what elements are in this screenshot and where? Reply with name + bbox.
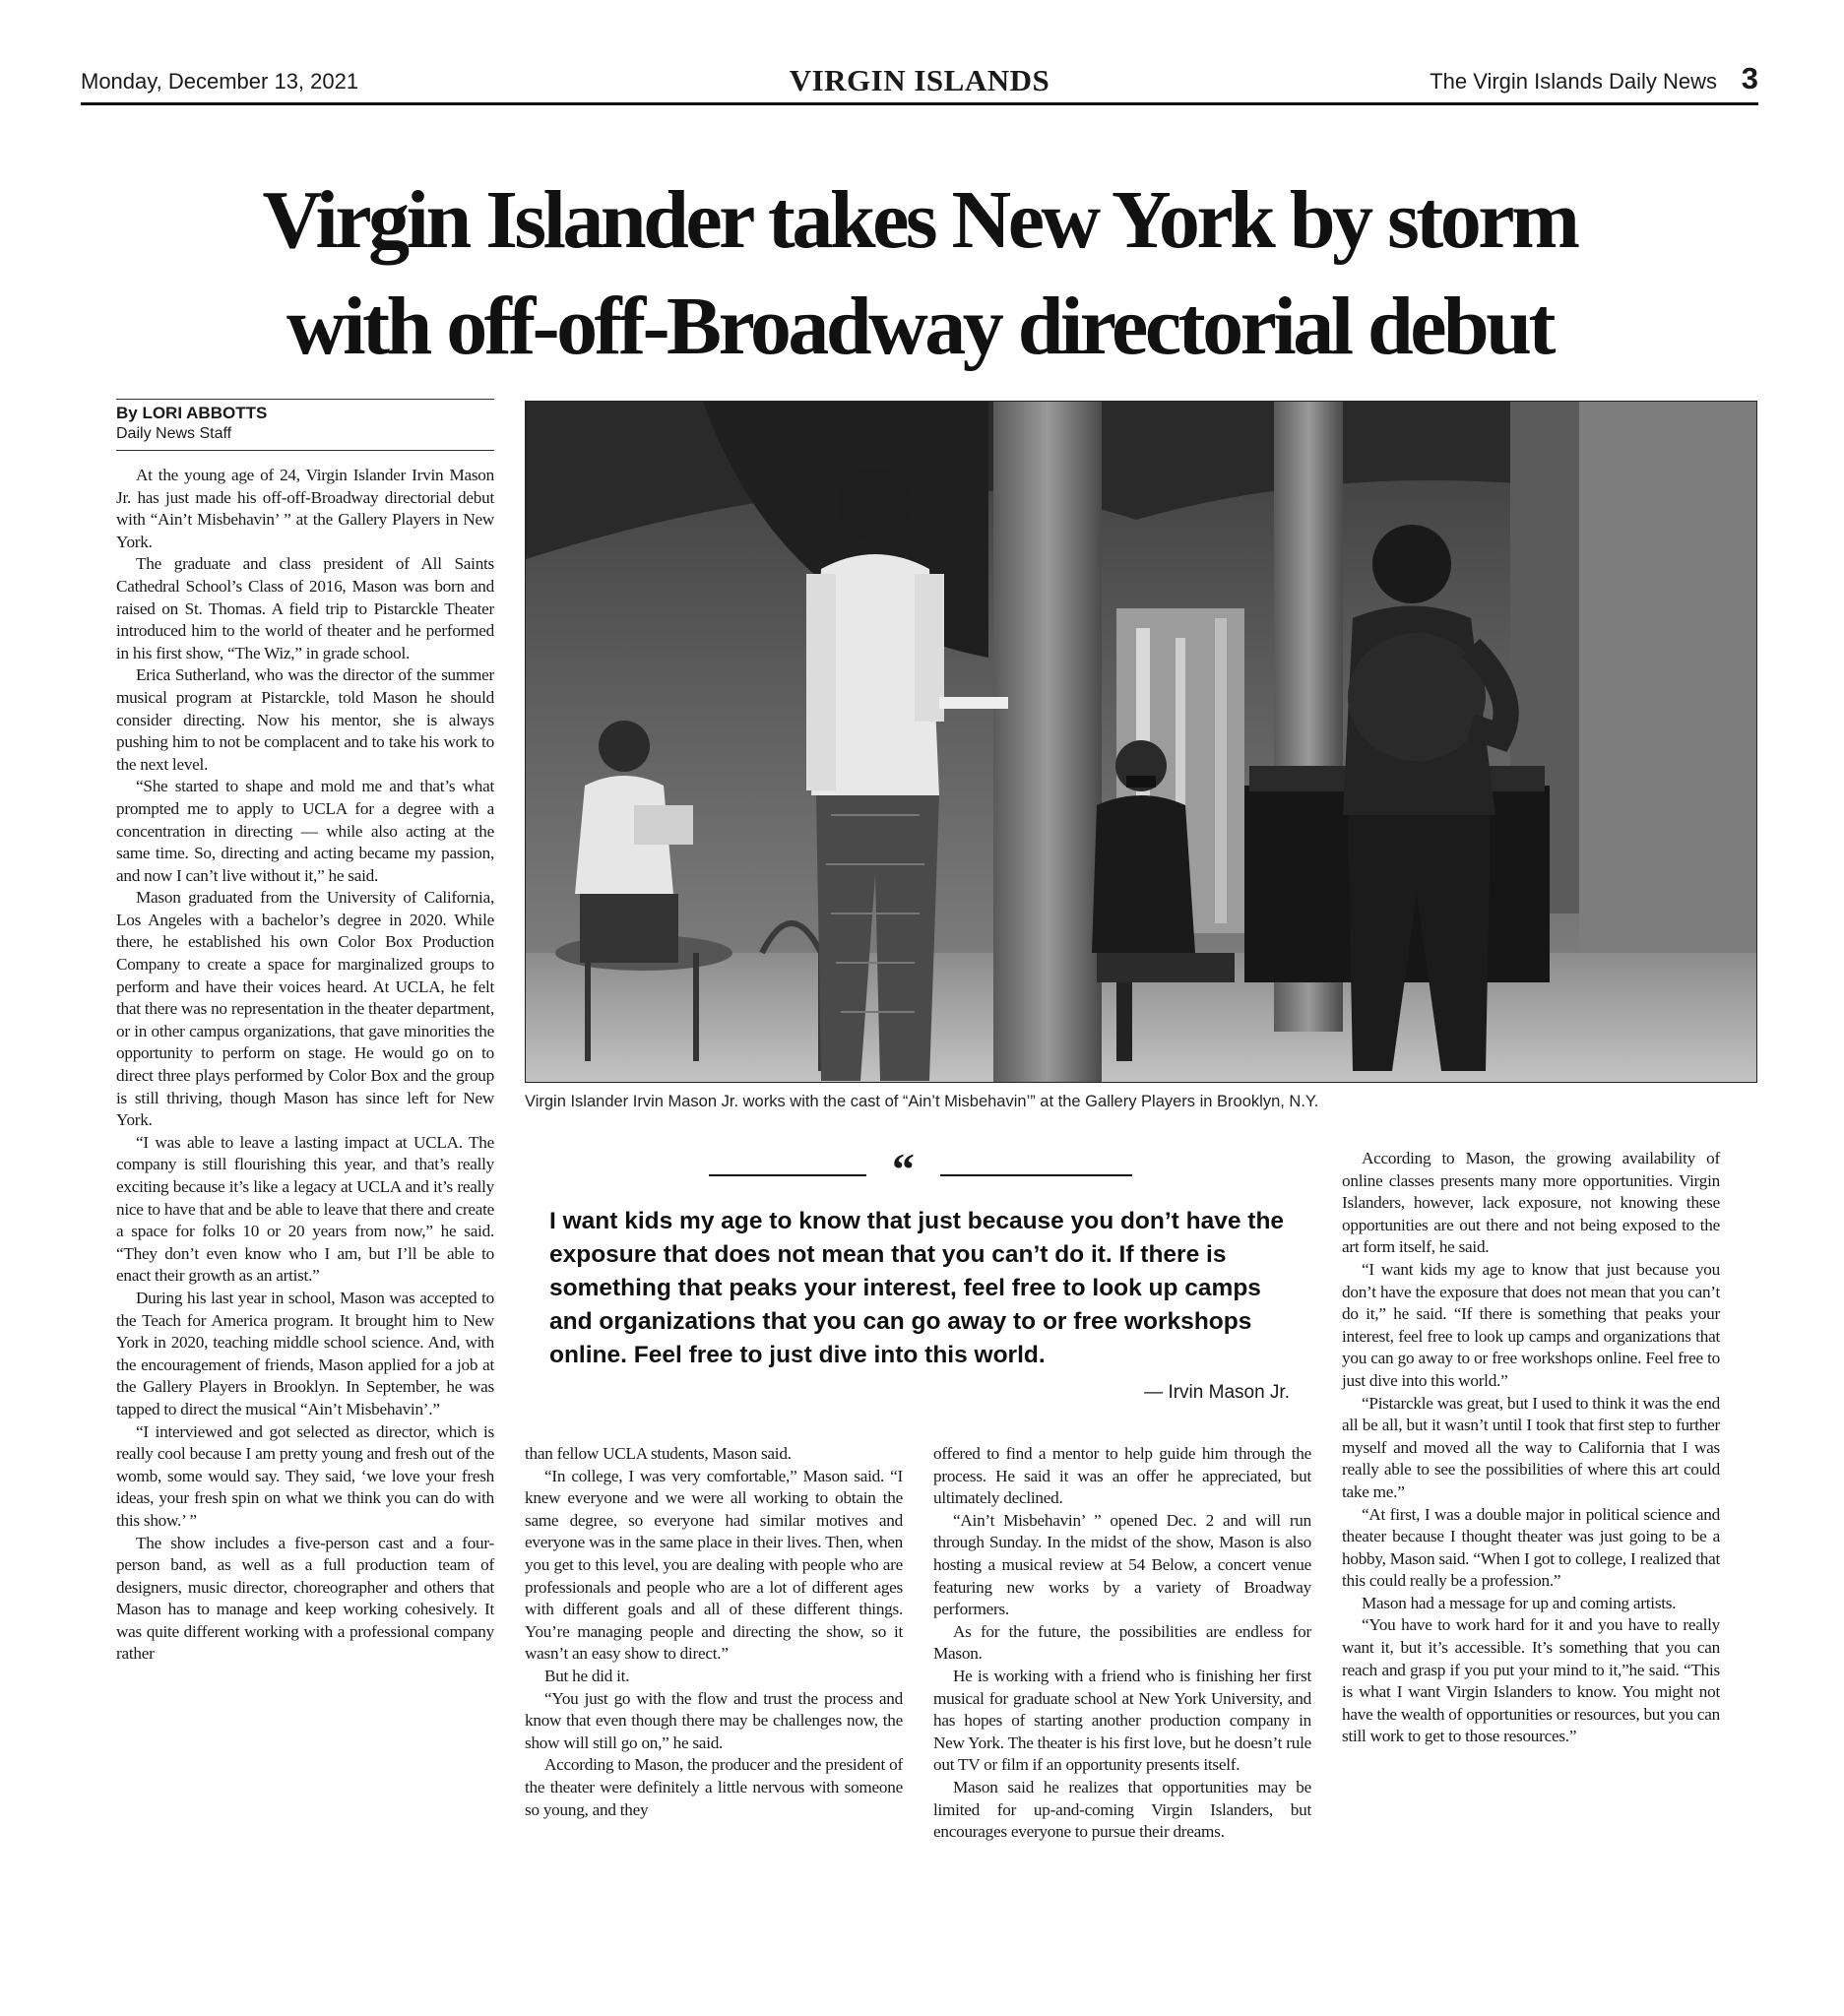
byline-rule-bottom xyxy=(116,450,494,451)
paragraph: According to Mason, the growing availability of online classes presents many more opportunities. Virgin Islanders, however, lack exposure, not knowing these opportunities are out there and not being exposed to the art form itself, he said. xyxy=(1342,1149,1720,1257)
section-title: VIRGIN ISLANDS xyxy=(789,63,1050,97)
pullquote-attribution: — Irvin Mason Jr. xyxy=(1144,1382,1290,1403)
paragraph: “Ain’t Misbehavin’ ” opened Dec. 2 and will run through Sunday. In the midst of the show, Mason is also hosting a musical review at 54 Below, a concert venue featuring new works by a variety of Broadway performers. xyxy=(933,1510,1311,1619)
paragraph: During his last year in school, Mason was accepted to the Teach for America program. It brought him to New York in 2020, teaching middle school science. And, with the encouragement of friends, Mason applied for a job at the Gallery Players in Brooklyn. In September, he was tapped to direct the musical “Ain’t Misbehavin’.” xyxy=(116,1288,494,1418)
article-column-1 xyxy=(116,465,494,1666)
pullquote-rule-left xyxy=(709,1174,866,1176)
paragraph: As for the future, the possibilities are endless for Mason. xyxy=(933,1621,1311,1664)
article-headline xyxy=(81,167,1758,380)
paragraph: “At first, I was a double major in political science and theater because I thought theater was just going to be a hobby, Mason said. “When I got to college, I realized that this could really be a profession.” xyxy=(1342,1504,1720,1591)
article-column-4 xyxy=(1342,1148,1720,1748)
paragraph: At the young age of 24, Virgin Islander Irvin Mason Jr. has just made his off-off-Broadway directorial debut with “Ain’t Misbehavin’ ” at the Gallery Players in New York. xyxy=(116,466,494,551)
paragraph: “I was able to leave a lasting impact at UCLA. The company is still flourishing this year, and that’s really exciting because it’s like a legacy at UCLA and it’s really nice to have that and be able to leave that there and create a space for folks 10 or 20 years from now,” he said. “They don’t even know who I am, but I’ll be able to enact their growth as an artist.” xyxy=(116,1132,494,1286)
photo-caption: Virgin Islander Irvin Mason Jr. works with the cast of “Ain’t Misbehavin’” at the Gallery Players in Brooklyn, N.Y. xyxy=(525,1093,1319,1110)
byline-author: By LORI ABBOTTS xyxy=(116,404,268,422)
article-photo xyxy=(525,401,1757,1083)
pullquote-quote-mark: “ xyxy=(892,1144,915,1194)
article-column-3 xyxy=(933,1443,1311,1844)
paragraph: “She started to shape and mold me and that’s what prompted me to apply to UCLA for a degree with a concentration in directing — while also acting at the same time. So, directing and acting became my passion, and now I can’t live without it,” he said. xyxy=(116,777,494,885)
paragraph: “I interviewed and got selected as director, which is really cool because I am pretty young and fresh out of the womb, some would say. They said, ‘we love your fresh ideas, your fresh spin on what we think you can do with this show.’ ” xyxy=(116,1421,494,1530)
paragraph: He is working with a friend who is finishing her first musical for graduate school at New York University, and has hopes of starting another production company in New York. The theater is his first love, but he doesn’t rule out TV or film if an opportunity presents itself. xyxy=(933,1666,1311,1775)
paragraph: Mason had a message for up and coming artists. xyxy=(1362,1593,1677,1612)
article-column-2 xyxy=(525,1443,903,1821)
pullquote-rule-right xyxy=(940,1174,1132,1176)
paragraph: “You just go with the flow and trust the process and know that even though there may be challenges now, the show will still go on,” he said. xyxy=(525,1688,903,1752)
pullquote-text: I want kids my age to know that just because you don’t have the exposure that does not mean that you can’t do it. If there is something that peaks your interest, feel free to look up camps and organizations that you can go away to or free workshops online. Feel free to just dive into this world. xyxy=(549,1208,1285,1368)
paragraph: According to Mason, the producer and the president of the theater were definitely a little nervous with someone so young, and they xyxy=(525,1755,903,1819)
issue-date: Monday, December 13, 2021 xyxy=(81,69,359,94)
paragraph: “Pistarckle was great, but I used to think it was the end all be all, but it wasn’t until I took that first step to further myself and moved all the way to California that I was really able to see the possibilities of where this art could take me.” xyxy=(1342,1393,1720,1501)
paragraph: Mason said he realizes that opportunities may be limited for up-and-coming Virgin Islanders, but encourages everyone to pursue their dreams. xyxy=(933,1777,1311,1842)
paragraph: Erica Sutherland, who was the director of the summer musical program at Pistarckle, told Mason he should consider directing. Now his mentor, she is always pushing him to not be complacent and to take his work to the next level. xyxy=(116,665,494,774)
paragraph: “You have to work hard for it and you have to really want it, but it’s accessible. It’s something that you can reach and grasp if you put your mind to it,”he said. “This is what I want Virgin Islanders to know. You might not have the wealth of opportunities or resources, but you can still work to get to those resources.” xyxy=(1342,1615,1720,1746)
rehearsal-photo-illustration xyxy=(526,402,1757,1083)
byline-rule-top xyxy=(116,399,494,400)
headline-line-2: with off-off-Broadway directorial debut xyxy=(286,281,1553,372)
paragraph: “In college, I was very comfortable,” Mason said. “I knew everyone and we were all working to obtain the same degree, so everyone had similar motives and everyone was in the same place in their lives. Then, when you get to this level, you are dealing with people who are professionals and people who are a lot of different ages with different goals and all of these different things. You’re managing people and directing the show, so it wasn’t an easy show to direct.” xyxy=(525,1466,903,1664)
byline-staff: Daily News Staff xyxy=(116,425,232,442)
newspaper-name: The Virgin Islands Daily News xyxy=(1430,69,1717,94)
headline-line-1: Virgin Islander takes New York by storm xyxy=(262,174,1577,266)
masthead xyxy=(81,57,1758,105)
paragraph: Mason graduated from the University of California, Los Angeles with a bachelor’s degree in 2020. While there, he established his own Color Box Production Company to create a space for marginalized groups to perform and have their voices heard. At UCLA, he felt that there was no representation in the theater department, or in other campus organizations, that gave minorities the opportunity to perform on stage. He would go on to direct three plays performed by Color Box and the group is still thriving, though Mason has since left for New York. xyxy=(116,888,494,1130)
paragraph: “I want kids my age to know that just because you don’t have the exposure that does not mean that you can’t do it,” he said. “If there is something that peaks your interest, feel free to look up camps and organizations that you can go away to or free workshops online. Feel free to just dive into this world.” xyxy=(1342,1259,1720,1390)
paragraph: The graduate and class president of All Saints Cathedral School’s Class of 2016, Mason was born and raised on St. Thomas. A field trip to Pistarckle Theater introduced him to the world of theater and he performed in his first show, “The Wiz,” in grade school. xyxy=(116,554,494,662)
page-number: 3 xyxy=(1741,61,1758,95)
paragraph: The show includes a five-person cast and a four-person band, as well as a full production team of designers, music director, choreographer and others that Mason has to manage and keep working cohesively. It was quite different working with a professional company rather xyxy=(116,1533,494,1664)
paragraph: But he did it. xyxy=(544,1666,630,1685)
paragraph-continued: than fellow UCLA students, Mason said. xyxy=(525,1444,792,1463)
paragraph-continued: offered to find a mentor to help guide him through the process. He said it was an offer he appreciated, but ultimately declined. xyxy=(933,1444,1311,1508)
